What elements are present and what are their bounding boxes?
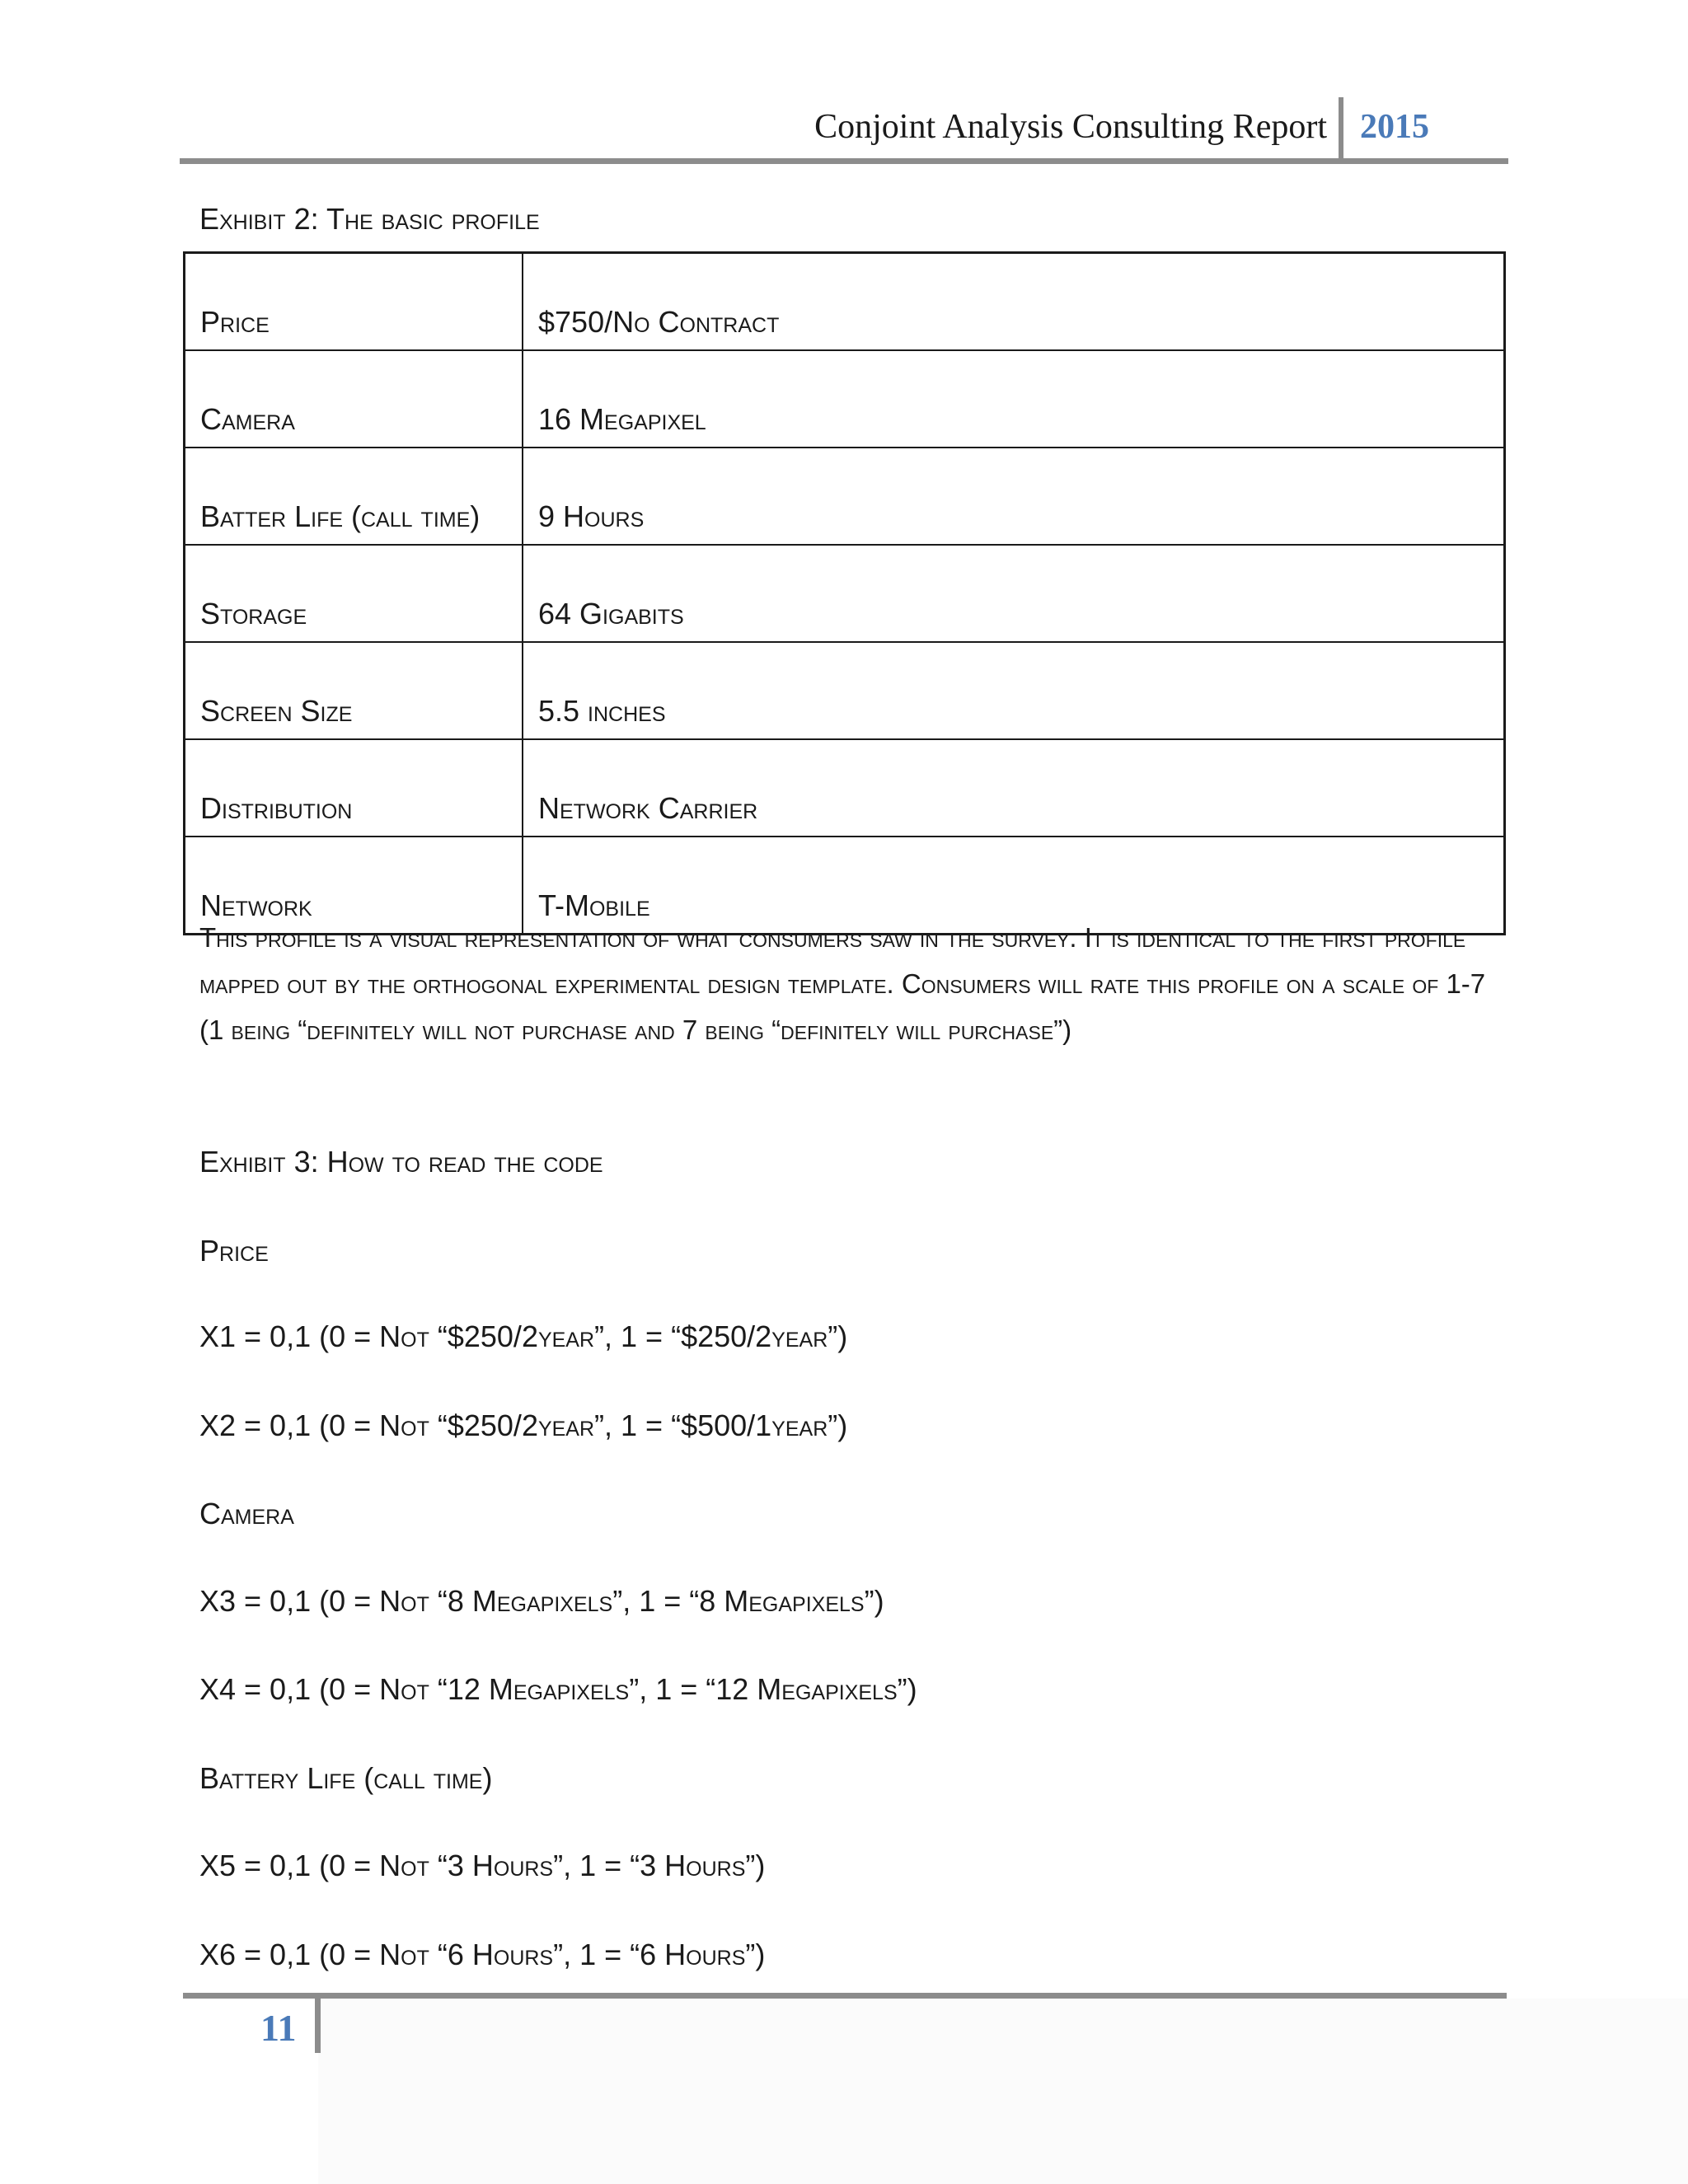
code-line-x3: X3 = 0,1 (0 = Not “8 Megapixels”, 1 = “8 Megapixels”) (199, 1584, 884, 1618)
attribute-cell: Screen Size (185, 642, 523, 739)
value-cell: 9 Hours (523, 448, 1505, 545)
code-line-x6: X6 = 0,1 (0 = Not “6 Hours”, 1 = “6 Hours”) (199, 1938, 766, 1971)
table-row (185, 545, 1505, 642)
section-heading-camera: Camera (199, 1497, 294, 1530)
code-line-x4: X4 = 0,1 (0 = Not “12 Megapixels”, 1 = “12 Megapixels”) (199, 1672, 917, 1706)
basic-profile-table (183, 251, 1506, 935)
value-cell: Network Carrier (523, 739, 1505, 837)
footer-separator (315, 1999, 321, 2053)
attribute-cell: Distribution (185, 739, 523, 837)
table-row (185, 350, 1505, 448)
code-line-x1: X1 = 0,1 (0 = Not “$250/2year”, 1 = “$250/2year”) (199, 1319, 848, 1353)
value-cell: 64 Gigabits (523, 545, 1505, 642)
header-rule (180, 158, 1508, 164)
table-row (185, 253, 1505, 351)
value-cell: 5.5 inches (523, 642, 1505, 739)
section-heading-battery-life: Battery Life (call time) (199, 1761, 493, 1795)
code-line-x5: X5 = 0,1 (0 = Not “3 Hours”, 1 = “3 Hours”) (199, 1849, 766, 1882)
table-row (185, 642, 1505, 739)
attribute-cell: Camera (185, 350, 523, 448)
attribute-cell: Batter Life (call time) (185, 448, 523, 545)
profile-description: This profile is a visual representation of what consumers saw in the survey. It is identical to the first profile mapped out by the orthogonal experimental design template. Consumers will rate this profile on a scale of 1-7 (1 being “definitely will not purchase and 7 being “definitely will purchase”) (199, 922, 1486, 1045)
footer-shade (318, 1999, 1688, 2184)
header-separator (1339, 97, 1343, 160)
exhibit-2-caption: Exhibit 2: The basic profile (199, 202, 540, 236)
value-cell: $750/No Contract (523, 253, 1505, 351)
exhibit-3-caption: Exhibit 3: How to read the code (199, 1145, 603, 1179)
footer-rule (183, 1993, 1507, 1999)
attribute-cell: Storage (185, 545, 523, 642)
page-header (180, 97, 1508, 163)
attribute-cell: Price (185, 253, 523, 351)
value-cell: 16 Megapixel (523, 350, 1505, 448)
page-number: 11 (260, 2007, 297, 2049)
report-year: 2015 (1360, 108, 1429, 146)
report-title: Conjoint Analysis Consulting Report (814, 108, 1327, 146)
value-cell: T-Mobile (523, 837, 1505, 935)
section-heading-price: Price (199, 1234, 269, 1268)
table-row (185, 448, 1505, 545)
attribute-cell: Network (185, 837, 523, 935)
code-line-x2: X2 = 0,1 (0 = Not “$250/2year”, 1 = “$500/1year”) (199, 1408, 848, 1442)
table-row (185, 739, 1505, 837)
